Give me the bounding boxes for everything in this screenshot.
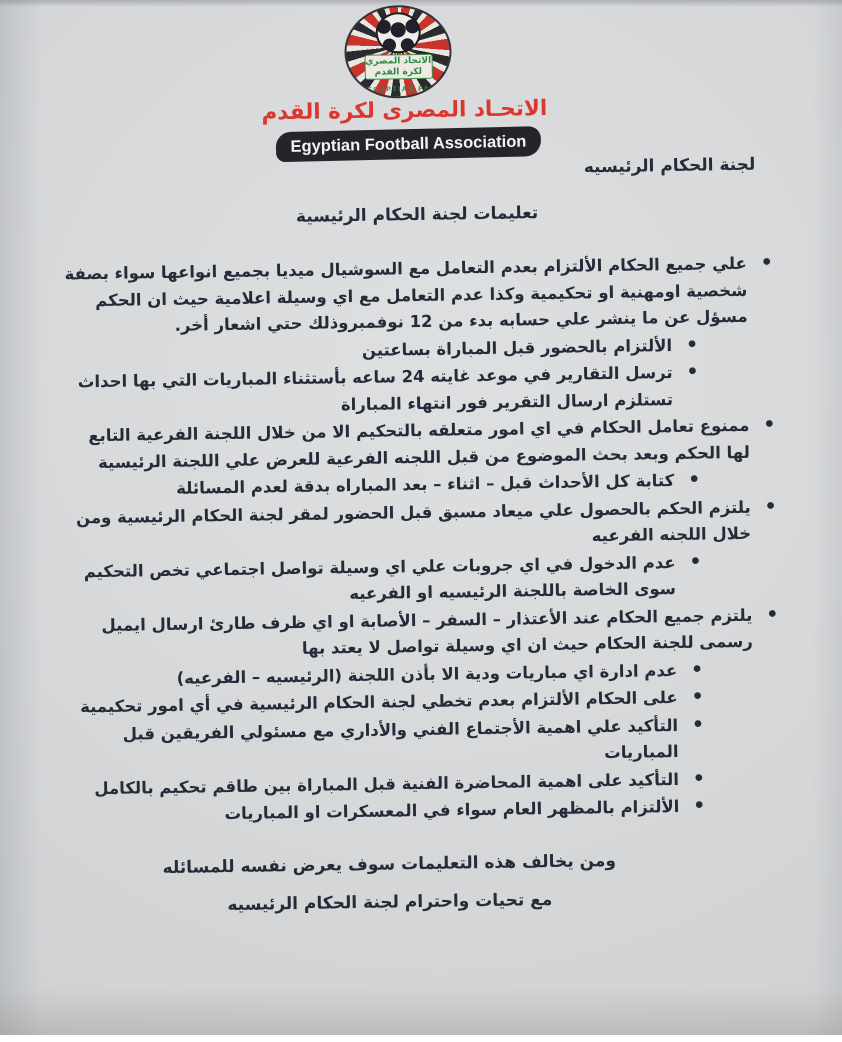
disclaimer-line: ومن يخالف هذه التعليمات سوف يعرض نفسه للمسائله: [162, 850, 617, 879]
football-icon: [375, 12, 421, 54]
instruction-item: [63, 494, 786, 558]
association-title-arabic: الاتحـاد المصرى لكرة القدم: [261, 95, 548, 126]
efa-crest-logo: [344, 4, 452, 99]
instruction-item: [66, 711, 789, 775]
instruction-text: ترسل التقارير في موعد غايته 24 ساعه بأستثناء المباريات التي بها احداث تستلزم ارسال التقرير فور انتهاء المباراة: [77, 363, 674, 414]
instruction-text: التأكيد على اهمية المحاضرة الفنية قبل المباراة بين طاقم تحكيم بالكامل: [94, 769, 680, 798]
document-title: تعليمات لجنة الحكام الرئيسية: [295, 203, 539, 227]
instructions-list: [59, 250, 790, 831]
instruction-text: يلتزم جميع الحكام عند الأعتذار – السفر – الأصابة او اي ظرف طارئ ارسال ايميل رسمى للجنة الحكام حيث ان اي وسيلة تواصل لا يعتد بها: [101, 605, 753, 658]
instruction-text: يلتزم الحكم بالحصول علي ميعاد مسبق قبل الحضور لمقر لجنة الحكام الرئيسية ومن خلال اللجنه الفرعيه: [75, 497, 752, 546]
instruction-item: [61, 412, 784, 476]
instruction-item: [64, 602, 787, 666]
crest-arabic-line1: الاتحاد المصري: [365, 55, 432, 67]
crest-bottom-text: EGYPTIAN FA: [366, 85, 431, 94]
instruction-text: كتابة كل الأحداث قبل – اثناء – بعد المباراه بدقة لعدم المسائلة: [176, 471, 675, 498]
instruction-text: عدم ادارة اي مباريات ودية الا بأذن اللجنة (الرئيسيه – الفرعيه): [176, 660, 678, 688]
instruction-text: الألتزام بالمظهر العام سواء في المعسكرات او المباريات: [224, 796, 680, 824]
instruction-text: الألتزام بالحضور قبل المباراة بساعتين: [361, 335, 673, 360]
instruction-text: ممنوع تعامل الحكام في اي امور متعلقه بالتحكيم الا من خلال اللجنة الفرعية التابع لها الحكم وبعد بحث الموضوع من قبل اللجنه الفرعية للعرض علي اللجنة الرئيسية: [88, 415, 750, 472]
crest-flag-rays: [344, 4, 452, 99]
regards-line: مع تحيات واحترام لجنة الحكام الرئيسيه: [227, 889, 553, 916]
crest-arabic-label: [364, 54, 432, 80]
instruction-text: التأكيد علي اهمية الأجتماع الفني والأداري مع مسئولي الفريقين قبل المباريات: [122, 715, 679, 763]
instruction-text: علي جميع الحكام الألتزام بعدم التعامل مع السوشيال ميديا بجميع انواعها سواء بصفة شخصية اومهنية او تحكيمية وكذا عدم التعامل مع اي وسيلة اعلامية حيث ان الحكم مسؤل عن ما ينشر علي حسابه بدء من 12 نوفمبروذلك حتي اشعار أخر.: [64, 253, 748, 335]
instruction-text: على الحكام الألتزام بعدم تخطي لجنة الحكام الرئيسية في أي امور تحكيمية: [79, 687, 678, 717]
association-banner: Egyptian Football Association: [276, 126, 542, 162]
committee-name: لجنة الحكام الرئيسيه: [583, 154, 756, 178]
instruction-item: [60, 358, 783, 422]
closing-block: [6, 849, 773, 919]
instruction-item: [59, 250, 782, 341]
instruction-text: عدم الدخول في اي جروبات علي اي وسيلة تواصل اجتماعي تخص التحكيم سوى الخاصة باللجنة الرئيسيه او الفرعيه: [83, 552, 677, 604]
crest-arabic-line2: لكرة القدم: [374, 66, 423, 78]
